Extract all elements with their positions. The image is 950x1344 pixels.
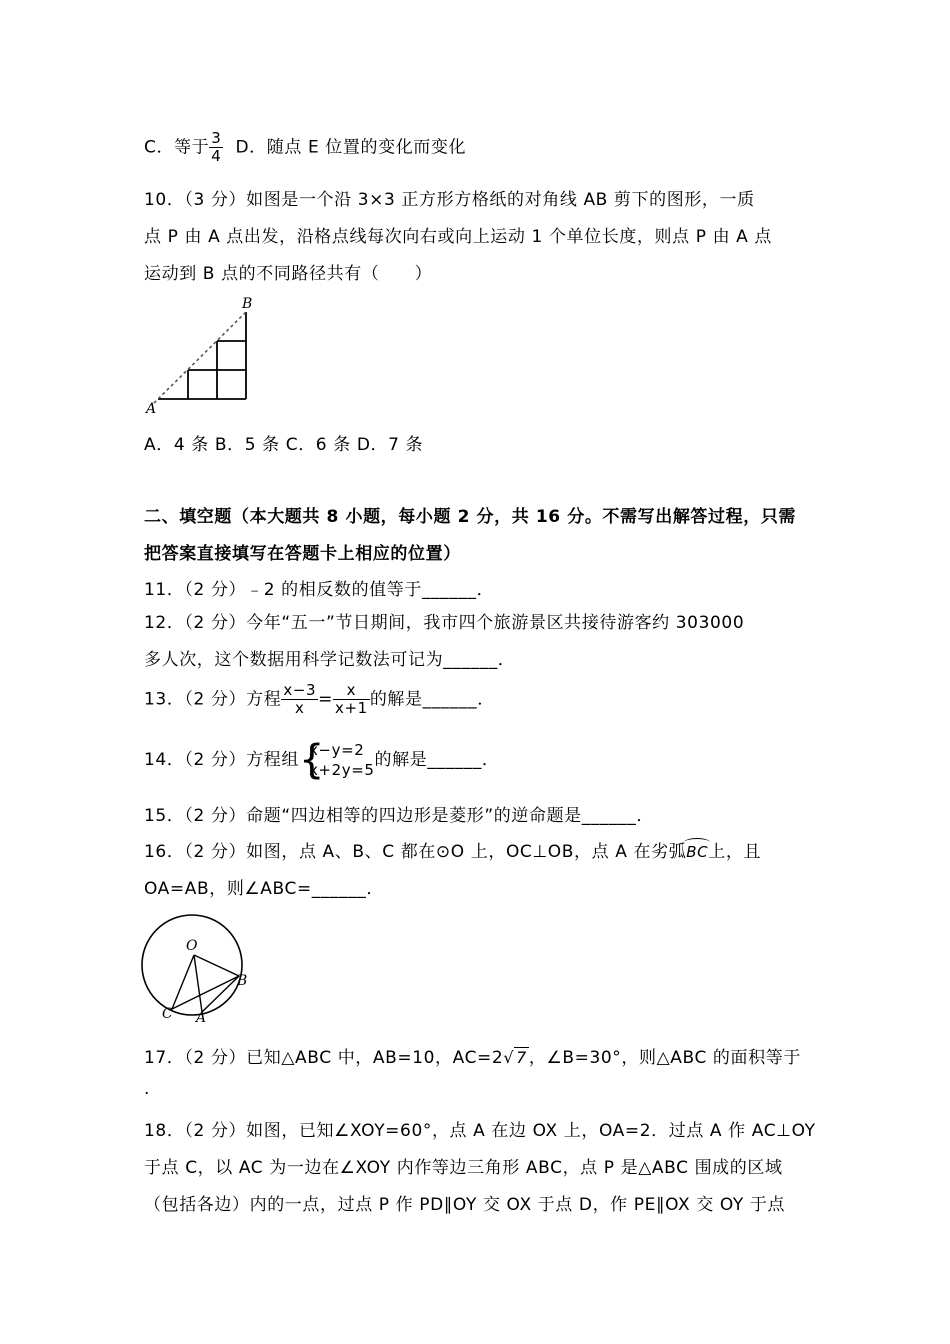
q9-options bbox=[144, 130, 466, 165]
q11: 11．（2 分）﹣2 的相反数的值等于______． bbox=[144, 580, 495, 600]
q13: 13．（2 分）方程 $\frac{x-3}{x}$ = $\frac{x}{x+1}$ 的解是______． bbox=[144, 681, 495, 717]
q15: 15．（2 分）命题“四边相等的四边形是菱形”的逆命题是______． bbox=[144, 806, 654, 826]
point-label-o: O bbox=[186, 938, 198, 954]
q10-staircase-figure bbox=[142, 293, 262, 418]
q14: 14．（2 分）方程组 { x−y=2 x+2y=5 的解是______． bbox=[144, 737, 500, 783]
q9-option-c-prefix: C．等于 bbox=[144, 137, 210, 158]
point-label-a: A bbox=[196, 1010, 207, 1025]
sqrt-seven: √ 7 bbox=[503, 1048, 527, 1067]
q16-line-2: OA=AB，则∠ABC=______． bbox=[144, 879, 384, 899]
point-label-b: B bbox=[242, 296, 253, 312]
equation-system: { x−y=2 x+2y=5 bbox=[298, 737, 375, 783]
brace-icon: { bbox=[298, 737, 326, 783]
q10-line-2: 点 P 由 A 点出发，沿格点线每次向右或向上运动 1 个单位长度，则点 P 由 A 点 bbox=[144, 227, 773, 247]
q16-circle-figure bbox=[138, 910, 258, 1025]
point-label-c: C bbox=[162, 1006, 173, 1022]
q18-line-3: （包括各边）内的一点，过点 P 作 PD∥OY 交 OX 于点 D，作 PE∥OX 交 OY 于点 bbox=[144, 1195, 786, 1215]
arc-bc: BC bbox=[686, 843, 709, 861]
section-2-heading-line-2: 把答案直接填写在答题卡上相应的位置） bbox=[144, 544, 461, 564]
fraction-right: $\frac{x}{x+1}$ bbox=[335, 681, 368, 717]
q9-option-d: D．随点 E 位置的变化而变化 bbox=[235, 137, 467, 158]
q10-line-3: 运动到 B 点的不同路径共有（ ） bbox=[144, 264, 433, 284]
q17-line-2: . bbox=[144, 1079, 151, 1099]
q12-line-2: 多人次，这个数据用科学记数法可记为______． bbox=[144, 650, 516, 670]
section-2-heading-line-1: 二、填空题（本大题共 8 小题，每小题 2 分，共 16 分。不需写出解答过程，只需 bbox=[144, 507, 797, 527]
q17-line-1: 17．（2 分）已知△ABC 中，AB=10，AC=2√ 7 ，∠B=30°，则△ABC 的面积等于 bbox=[144, 1048, 801, 1068]
fraction-three-quarters: $\frac{3}{4}$ bbox=[211, 129, 222, 165]
q10-options: A．4 条 B．5 条 C．6 条 D．7 条 bbox=[144, 435, 424, 455]
q16-line-1: 16．（2 分）如图，点 A、B、C 都在⊙O 上，OC⊥OB，点 A 在劣弧BC上，且 bbox=[144, 842, 762, 862]
q10-line-1: 10．（3 分）如图是一个沿 3×3 正方形方格纸的对角线 AB 剪下的图形，一质 bbox=[144, 190, 755, 210]
fraction-left: $\frac{x-3}{x}$ bbox=[283, 681, 317, 717]
q12-line-1: 12．（2 分）今年“五一”节日期间，我市四个旅游景区共接待游客约 303000 bbox=[144, 613, 745, 633]
point-label-b: B bbox=[237, 973, 248, 989]
point-label-a: A bbox=[146, 401, 157, 417]
q18-line-2: 于点 C，以 AC 为一边在∠XOY 内作等边三角形 ABC，点 P 是△ABC 围成的区域 bbox=[144, 1158, 783, 1178]
q18-line-1: 18．（2 分）如图，已知∠XOY=60°，点 A 在边 OX 上，OA=2．过点 A 作 AC⊥OY bbox=[144, 1121, 816, 1141]
